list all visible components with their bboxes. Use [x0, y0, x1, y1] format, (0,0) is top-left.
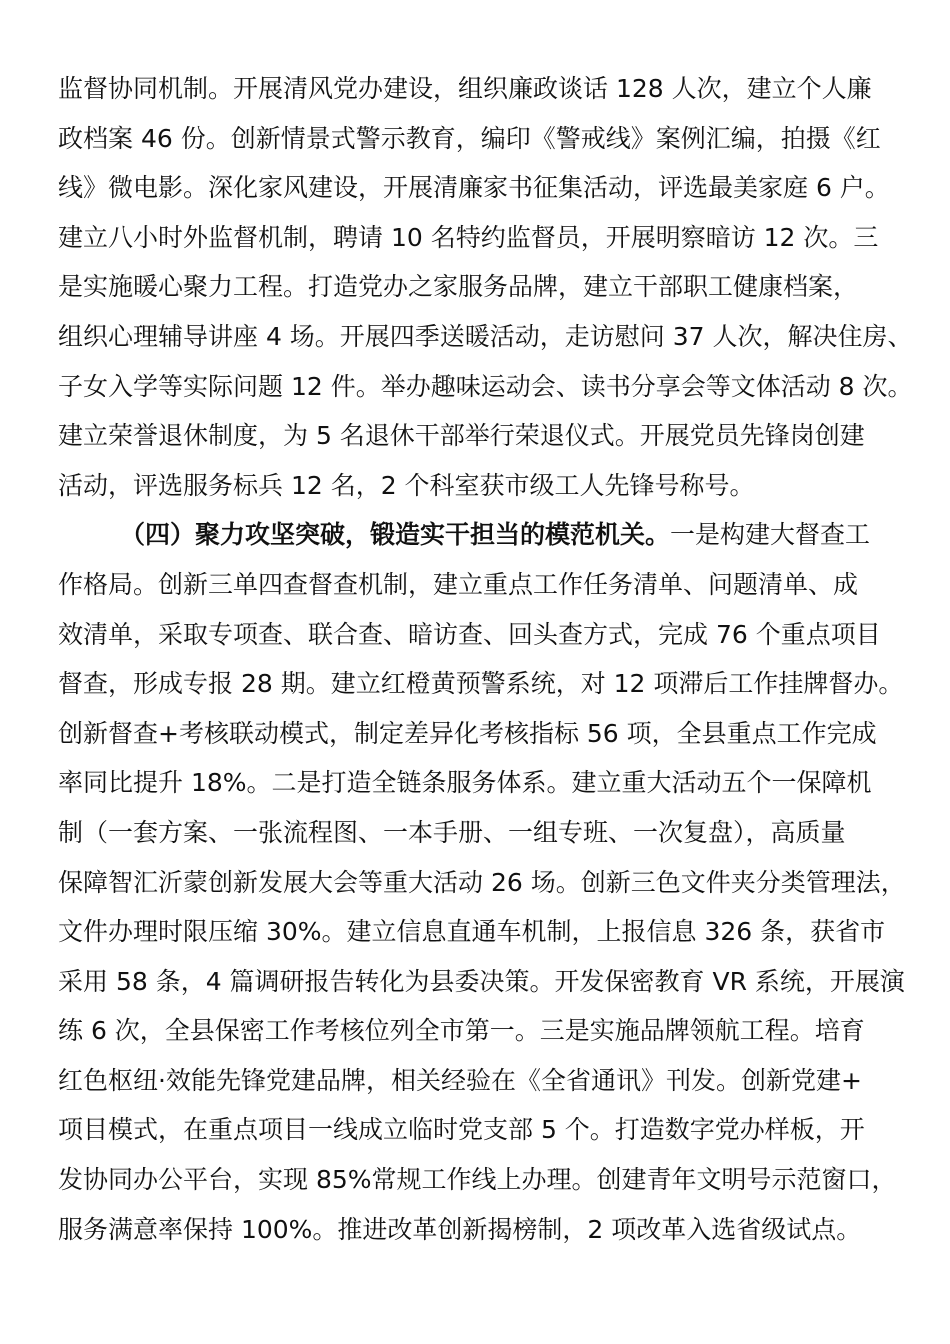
document-page [58, 64, 913, 1254]
paragraph-line: 采用 58 条，4 篇调研报告转化为县委决策。开发保密教育 VR 系统，开展演 [58, 966, 905, 996]
paragraph-line: 活动，评选服务标兵 12 名，2 个科室获市级工人先锋号称号。 [58, 470, 755, 500]
section-heading: （四）聚力攻坚突破，锻造实干担当的模范机关。 [120, 520, 671, 550]
paragraph-line: 作格局。创新三单四查督查机制，建立重点工作任务清单、问题清单、成 [58, 569, 859, 599]
paragraph-line: 练 6 次，全县保密工作考核位列全市第一。三是实施品牌领航工程。培育 [58, 1016, 865, 1046]
paragraph-line: 效清单，采取专项查、联合查、暗访查、回头查方式，完成 76 个重点项目 [58, 619, 881, 649]
paragraph-line: 子女入学等实际问题 12 件。举办趣味运动会、读书分享会等文体活动 8 次。 [58, 371, 913, 401]
paragraph-line: 保障智汇沂蒙创新发展大会等重大活动 26 场。创新三色文件夹分类管理法， [58, 867, 906, 897]
paragraph-line: 文件办理时限压缩 30%。建立信息直通车机制，上报信息 326 条，获省市 [58, 917, 886, 947]
paragraph-line: 是实施暖心聚力工程。打造党办之家服务品牌，建立干部职工健康档案， [58, 272, 859, 302]
paragraph-line: 项目模式，在重点项目一线成立临时党支部 5 个。打造数字党办样板，开 [58, 1115, 865, 1145]
section-heading-continuation: 一是构建大督查工 [670, 520, 871, 550]
section-heading-line [58, 510, 908, 560]
paragraph-line: 制（一套方案、一张流程图、一本手册、一组专班、一次复盘），高质量 [58, 817, 846, 847]
paragraph-line: 组织心理辅导讲座 4 场。开展四季送暖活动，走访慰问 37 人次，解决住房、 [58, 321, 913, 351]
paragraph-line: 建立八小时外监督机制，聘请 10 名特约监督员，开展明察暗访 12 次。三 [58, 222, 879, 252]
paragraph-line: 建立荣誉退休制度，为 5 名退休干部举行荣退仪式。开展党员先锋岗创建 [58, 421, 865, 451]
paragraph-line: 率同比提升 18%。二是打造全链条服务体系。建立重大活动五个一保障机 [58, 768, 872, 798]
paragraph-line: 督查，形成专报 28 期。建立红橙黄预警系统，对 12 项滞后工作挂牌督办。 [58, 669, 904, 699]
paragraph-line: 红色枢纽·效能先锋党建品牌，相关经验在《全省通讯》刊发。创新党建+ [58, 1065, 862, 1095]
paragraph-line: 创新督查+考核联动模式，制定差异化考核指标 56 项，全县重点工作完成 [58, 718, 877, 748]
paragraph-line: 监督协同机制。开展清风党办建设，组织廉政谈话 128 人次，建立个人廉 [58, 74, 872, 103]
paragraph-line: 服务满意率保持 100%。推进改革创新揭榜制，2 项改革入选省级试点。 [58, 1214, 862, 1244]
paragraph-line: 线》微电影。深化家风建设，开展清廉家书征集活动，评选最美家庭 6 户。 [58, 173, 890, 203]
paragraph-line: 发协同办公平台，实现 85%常规工作线上办理。创建青年文明号示范窗口， [58, 1165, 897, 1195]
paragraph-line: 政档案 46 份。创新情景式警示教育，编印《警戒线》案例汇编，拍摄《红 [58, 123, 881, 153]
